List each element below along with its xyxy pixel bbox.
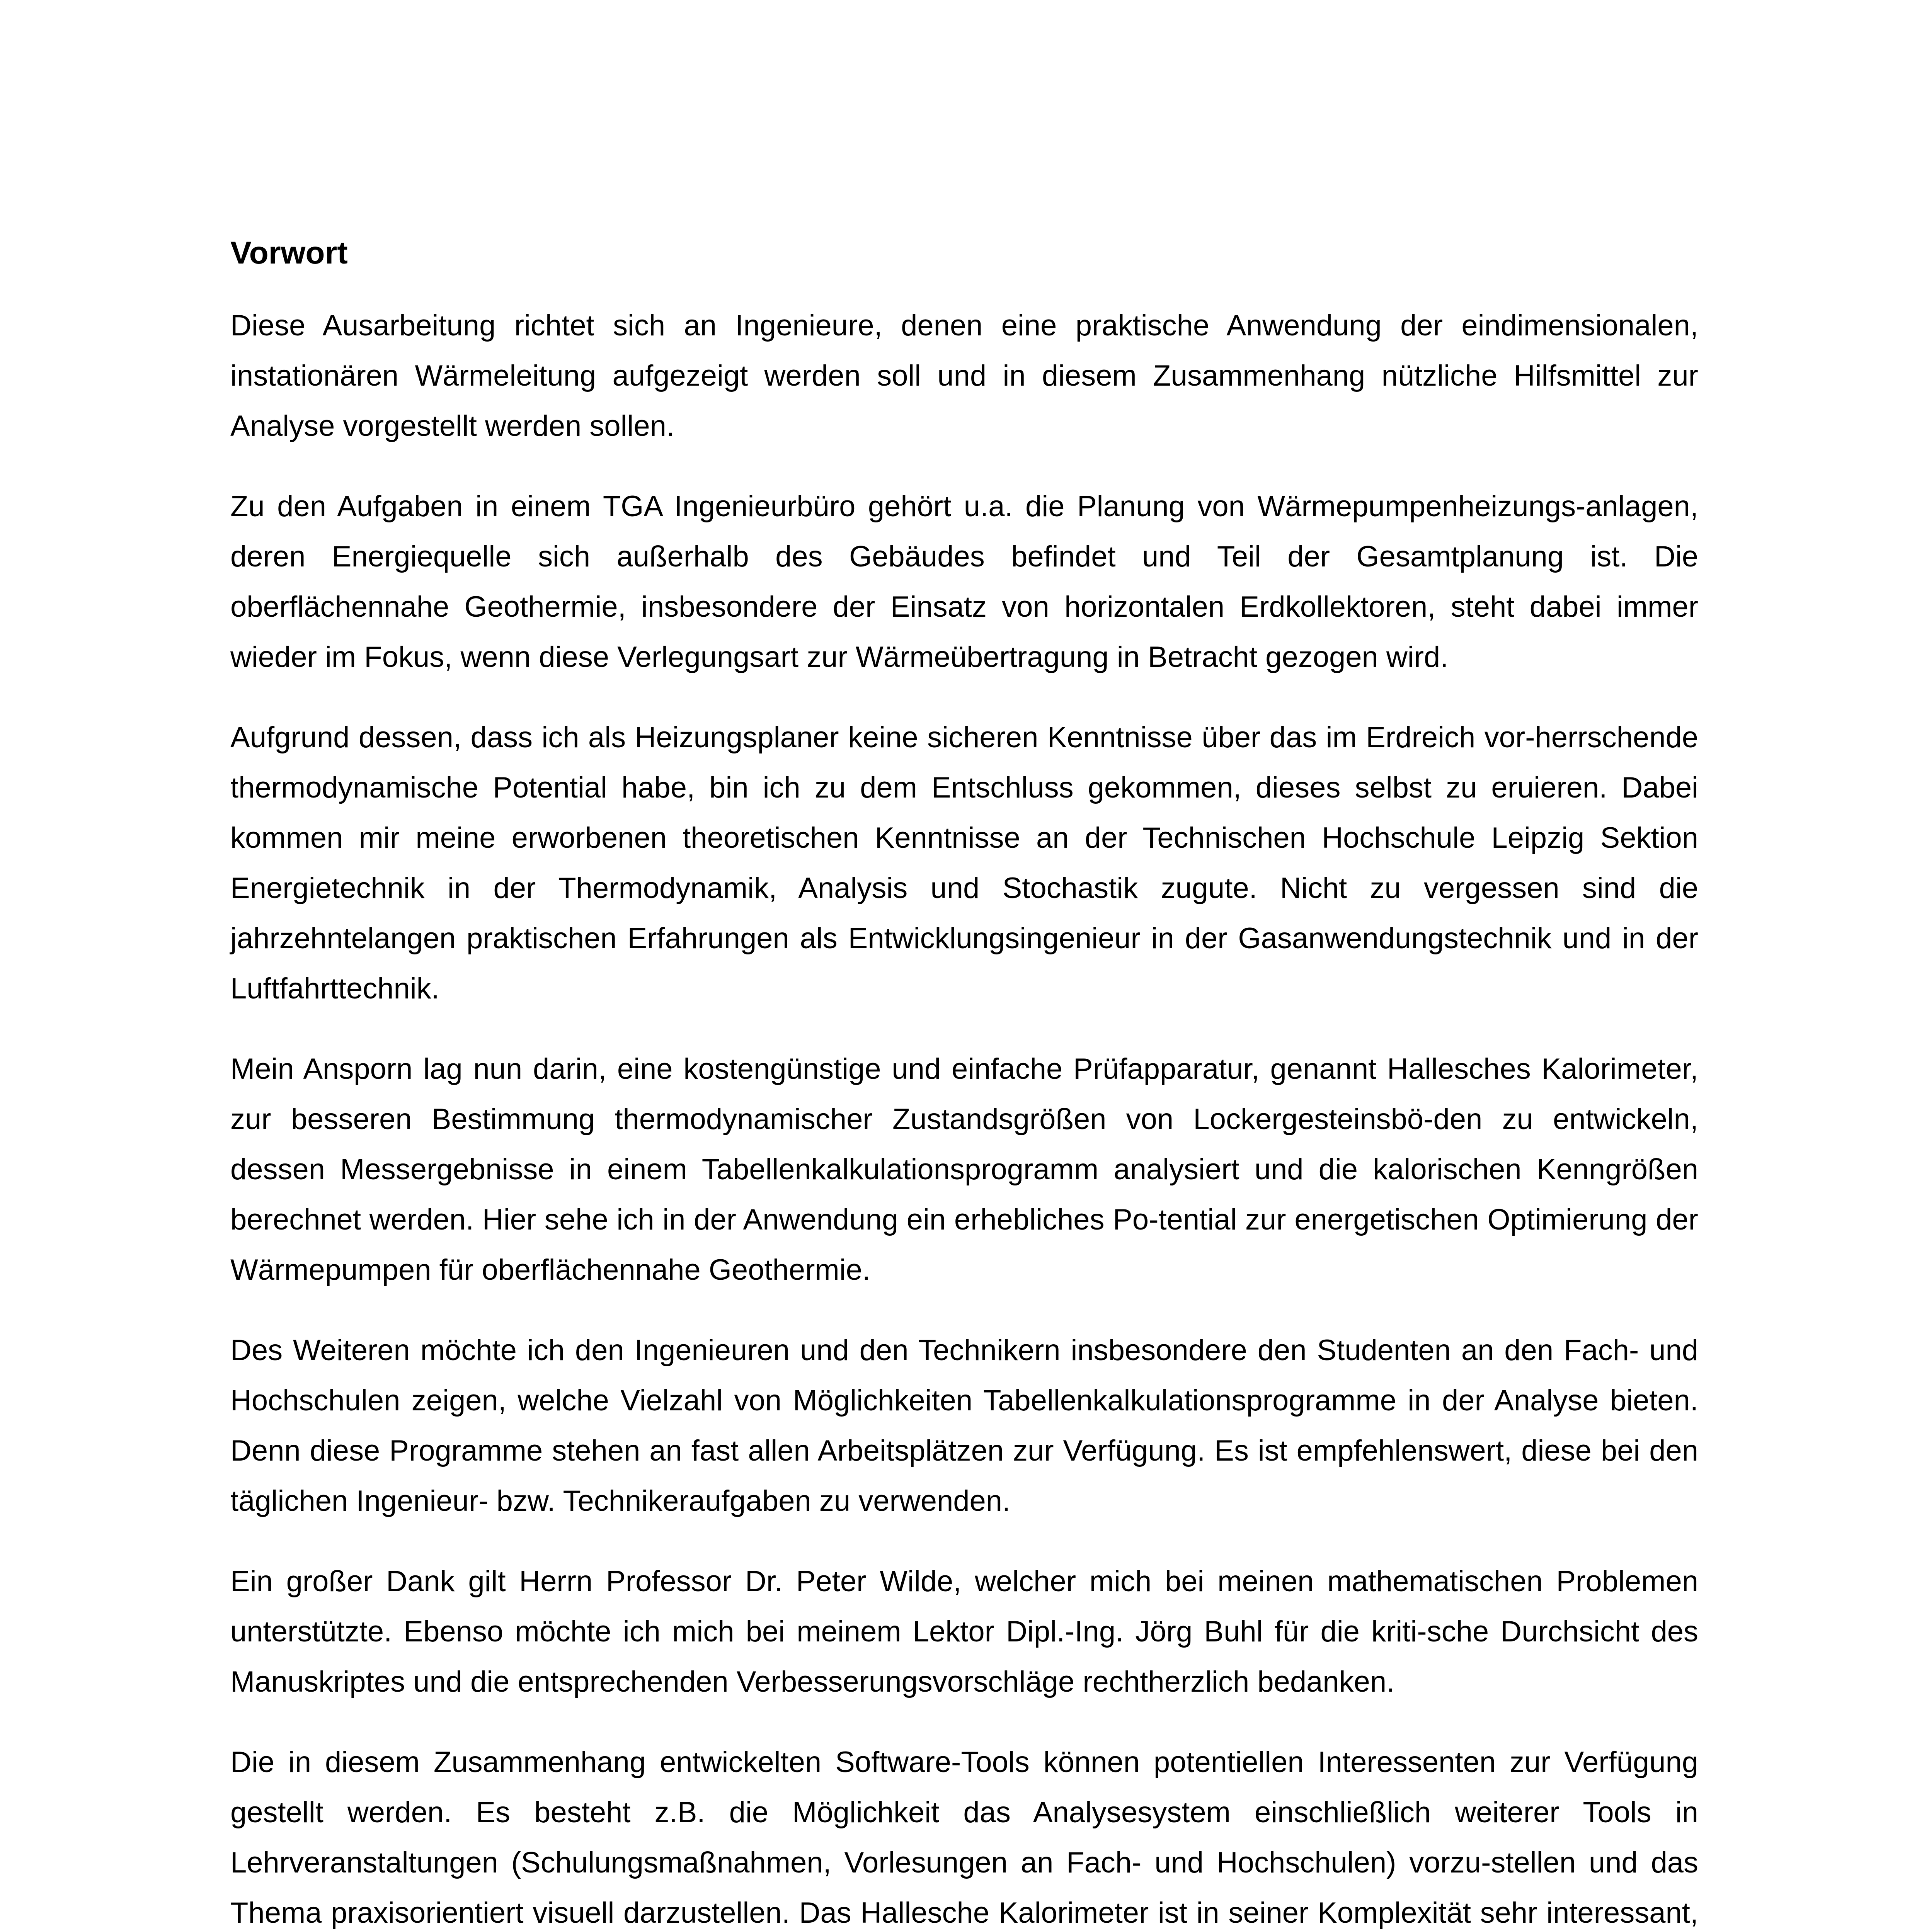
paragraph-2: Zu den Aufgaben in einem TGA Ingenieurbüro gehört u.a. die Planung von Wärmepumpenheizungs-anlagen, deren Energiequelle sich außerhalb des Gebäudes befindet und Teil der Gesamtplanung ist. Die oberflächennahe Geothermie, insbesondere der Einsatz von horizontalen Erdkollektoren, steht dabei immer wieder im Fokus, wenn diese Verlegungsart zur Wärmeübertragung in Betracht gezogen wird. [230, 490, 1698, 673]
paragraph-6: Ein großer Dank gilt Herrn Professor Dr. Peter Wilde, welcher mich bei meinen mathematischen Problemen unterstützte. Ebenso möchte ich mich bei meinem Lektor Dipl.-Ing. Jörg Buhl für die kriti-sche Durchsicht des Manuskriptes und die entsprechenden Verbesserungsvorschläge rechtherzlich bedanken. [230, 1565, 1698, 1698]
paragraph-3: Aufgrund dessen, dass ich als Heizungsplaner keine sicheren Kenntnisse über das im Erdreich vor-herrschende thermodynamische Potential habe, bin ich zu dem Entschluss gekommen, dieses selbst zu eruieren. Dabei kommen mir meine erworbenen theoretischen Kenntnisse an der Technischen Hochschule Leipzig Sektion Energietechnik in der Thermodynamik, Analysis und Stochastik zugute. Nicht zu vergessen sind die jahrzehntelangen praktischen Erfahrungen als Entwicklungsingenieur in der Gasanwendungstechnik und in der Luftfahrttechnik. [230, 721, 1698, 1005]
paragraph-1: Diese Ausarbeitung richtet sich an Ingenieure, denen eine praktische Anwendung der eindimensionalen, instationären Wärmeleitung aufgezeigt werden soll und in diesem Zusammenhang nützliche Hilfsmittel zur Analyse vorgestellt werden sollen. [230, 309, 1698, 442]
paragraph-7: Die in diesem Zusammenhang entwickelten Software-Tools können potentiellen Interessenten zur Verfügung gestellt werden. Es besteht z.B. die Möglichkeit das Analysesystem einschließlich weiterer Tools in Lehrveranstaltungen (Schulungsmaßnahmen, Vorlesungen an Fach- und Hochschulen) vorzu-stellen und das Thema praxisorientiert visuell darzustellen. Das Hallesche Kalorimeter ist in seiner Komplexität sehr interessant, [230, 1746, 1698, 1929]
paragraph-4: Mein Ansporn lag nun darin, eine kostengünstige und einfache Prüfapparatur, genannt Hallesches Kalorimeter, zur besseren Bestimmung thermodynamischer Zustandsgrößen von Lockergesteinsbö-den zu entwickeln, dessen Messergebnisse in einem Tabellenkalkulationsprogramm analysiert und die kalorischen Kenngrößen berechnet werden. Hier sehe ich in der Anwendung ein erhebliches Po-tential zur energetischen Optimierung der Wärmepumpen für oberflächennahe Geothermie. [230, 1053, 1698, 1286]
document-body [230, 228, 1698, 1932]
page-title: Vorwort [230, 235, 348, 270]
paragraph-5: Des Weiteren möchte ich den Ingenieuren und den Technikern insbesondere den Studenten an den Fach- und Hochschulen zeigen, welche Vielzahl von Möglichkeiten Tabellenkalkulationsprogramme in der Analyse bieten. Denn diese Programme stehen an fast allen Arbeitsplätzen zur Verfügung. Es ist empfehlenswert, diese bei den täglichen Ingenieur- bzw. Technikeraufgaben zu verwenden. [230, 1334, 1698, 1517]
